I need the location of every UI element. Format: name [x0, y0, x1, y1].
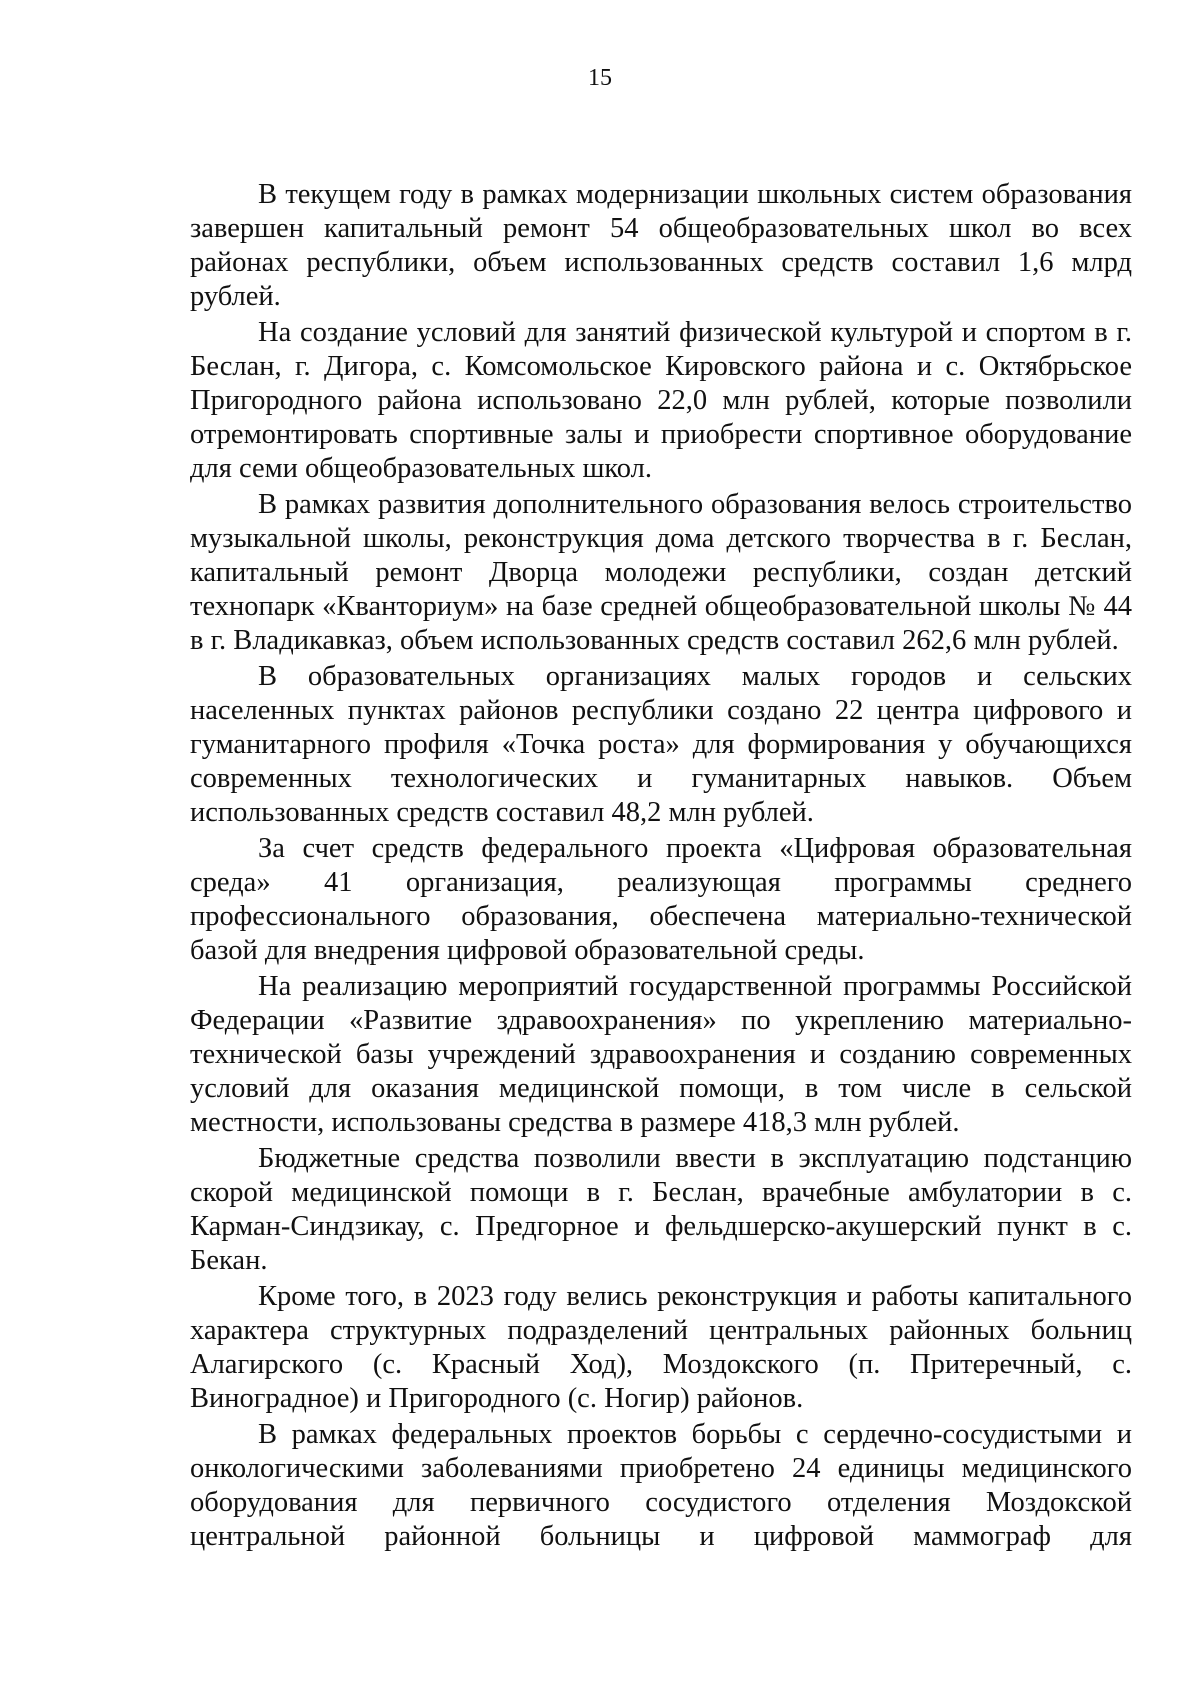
page-number: 15 [588, 65, 612, 91]
paragraph-healthcare-program: На реализацию мероприятий государственной программы Российской Федерации «Развитие здравоохранения» по укреплению материально-технической базы учреждений здравоохранения и созданию современных условий для оказания медицинской помощи, в том числе в сельской местности, использованы средства в размере 418,3 млн рублей. [190, 971, 1132, 1138]
paragraph-hospital-reconstruction: Кроме того, в 2023 году велись реконструкция и работы капитального характера структурных подразделений центральных районных больниц Алагирского (с. Красный Ход), Моздокского (п. Притеречный, с. Виноградное) и Пригородного (с. Ногир) районов. [190, 1281, 1132, 1414]
paragraph-budget-facilities: Бюджетные средства позволили ввести в эксплуатацию подстанцию скорой медицинской помощи в г. Беслан, врачебные амбулатории в с. Карман-Синдзикау, с. Предгорное и фельдшерско-акушерский пункт в с. Бекан. [190, 1143, 1132, 1276]
paragraph-growth-points: В образовательных организациях малых городов и сельских населенных пунктах районов республики создано 22 центра цифрового и гуманитарного профиля «Точка роста» для формирования у обучающихся современных технологических и гуманитарных навыков. Объем использованных средств составил 48,2 млн рублей. [190, 661, 1132, 828]
paragraph-digital-environment: За счет средств федерального проекта «Цифровая образовательная среда» 41 организация, реализующая программы среднего профессионального образования, обеспечена материально-технической базой для внедрения цифровой образовательной среды. [190, 833, 1132, 966]
paragraph-school-modernization: В текущем году в рамках модернизации школьных систем образования завершен капитальный ремонт 54 общеобразовательных школ во всех районах республики, объем использованных средств составил 1,6 млрд рублей. [190, 179, 1132, 312]
paragraph-sports-conditions: На создание условий для занятий физической культурой и спортом в г. Беслан, г. Дигора, с. Комсомольское Кировского района и с. Октябрьское Пригородного района использовано 22,0 млн рублей, которые позволили отремонтировать спортивные залы и приобрести спортивное оборудование для семи общеобразовательных школ. [190, 317, 1132, 484]
paragraph-additional-education: В рамках развития дополнительного образования велось строительство музыкальной школы, реконструкция дома детского творчества в г. Беслан, капитальный ремонт Дворца молодежи республики, создан детский технопарк «Кванториум» на базе средней общеобразовательной школы № 44 в г. Владикавказ, объем использованных средств составил 262,6 млн рублей. [190, 489, 1132, 656]
document-body [190, 178, 1132, 1556]
paragraph-federal-projects: В рамках федеральных проектов борьбы с сердечно-сосудистыми и онкологическими заболеваниями приобретено 24 единицы медицинского оборудования для первичного сосудистого отделения Моздокской центральной районной больницы и цифровой маммограф для [190, 1419, 1132, 1552]
